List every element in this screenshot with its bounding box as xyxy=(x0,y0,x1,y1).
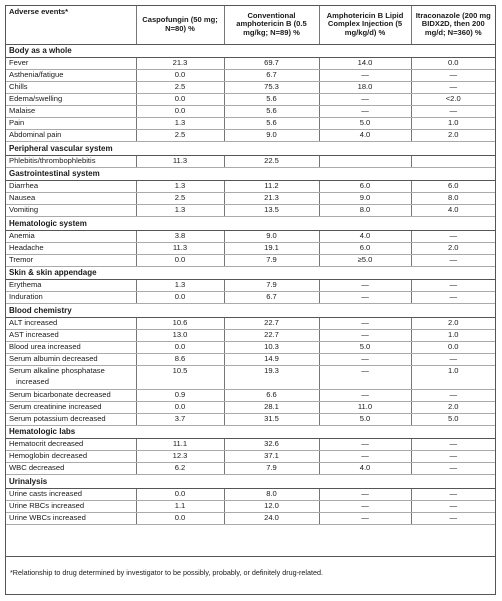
event-name-cell: Headache xyxy=(6,242,136,254)
value-cell: 6.7 xyxy=(224,70,319,82)
section-row xyxy=(6,475,495,489)
value-cell: 0.0 xyxy=(411,58,495,70)
section-title: Hematologic system xyxy=(6,217,495,231)
value-cell: 5.0 xyxy=(411,413,495,425)
value-cell xyxy=(411,155,495,167)
section-title: Hematologic labs xyxy=(6,425,495,439)
value-cell: — xyxy=(319,389,411,401)
section-title: Skin & skin appendage xyxy=(6,266,495,280)
value-cell: 9.0 xyxy=(224,130,319,142)
header-adverse-events: Adverse events* xyxy=(6,6,136,44)
value-cell: 5.6 xyxy=(224,118,319,130)
value-cell: — xyxy=(319,280,411,292)
value-cell: 7.9 xyxy=(224,463,319,475)
header-caspofungin: Caspofungin (50 mg; N=80) % xyxy=(136,6,224,44)
value-cell xyxy=(319,377,411,389)
section-row xyxy=(6,217,495,231)
value-cell: 3.8 xyxy=(136,230,224,242)
value-cell: — xyxy=(411,292,495,304)
value-cell: 1.3 xyxy=(136,280,224,292)
value-cell: 5.6 xyxy=(224,106,319,118)
value-cell: 10.6 xyxy=(136,317,224,329)
value-cell: — xyxy=(411,463,495,475)
section-title: Blood chemistry xyxy=(6,304,495,318)
event-name-cell: Tremor xyxy=(6,254,136,266)
adverse-events-table xyxy=(6,6,495,525)
value-cell xyxy=(411,377,495,389)
value-cell: 8.0 xyxy=(224,488,319,500)
table-row xyxy=(6,130,495,142)
table-row xyxy=(6,58,495,70)
value-cell: 2.5 xyxy=(136,130,224,142)
value-cell: 0.0 xyxy=(136,94,224,106)
value-cell: 0.0 xyxy=(136,488,224,500)
adverse-events-table-panel xyxy=(5,5,496,595)
table-row xyxy=(6,181,495,193)
value-cell: — xyxy=(411,70,495,82)
value-cell: 6.6 xyxy=(224,389,319,401)
table-row xyxy=(6,118,495,130)
value-cell: 1.0 xyxy=(447,365,459,375)
value-cell: — xyxy=(319,329,411,341)
value-cell: 9.0 xyxy=(319,193,411,205)
value-cell: 18.0 xyxy=(319,82,411,94)
value-cell xyxy=(136,377,224,389)
table-row xyxy=(6,317,495,329)
header-amphotericin-b-lipid-complex: Amphotericin B Lipid Complex Injection (5 mg/kg/d) % xyxy=(319,6,411,44)
section-title: Urinalysis xyxy=(6,475,495,489)
event-name-cell: Malaise xyxy=(6,106,136,118)
value-cell: — xyxy=(411,451,495,463)
value-cell: 8.0 xyxy=(319,205,411,217)
value-cell: 13.0 xyxy=(136,329,224,341)
event-name-cell: Urine RBCs increased xyxy=(6,500,136,512)
value-cell: 11.0 xyxy=(319,401,411,413)
value-cell: 6.0 xyxy=(411,181,495,193)
value-cell: 0.0 xyxy=(136,401,224,413)
section-title: Peripheral vascular system xyxy=(6,142,495,156)
table-row xyxy=(6,488,495,500)
value-cell: — xyxy=(411,82,495,94)
value-cell: 4.0 xyxy=(319,130,411,142)
table-row xyxy=(6,106,495,118)
value-cell: 5.0 xyxy=(319,341,411,353)
event-name-cell: Anemia xyxy=(6,230,136,242)
value-cell: 0.0 xyxy=(136,70,224,82)
value-cell: 10.3 xyxy=(224,341,319,353)
value-cell: 11.2 xyxy=(224,181,319,193)
value-cell: 8.6 xyxy=(136,353,224,365)
event-name-cell: Serum creatinine increased xyxy=(6,401,136,413)
event-name-cell: Fever xyxy=(6,58,136,70)
value-cell: — xyxy=(411,488,495,500)
value-cell: 2.5 xyxy=(136,82,224,94)
value-cell: — xyxy=(319,488,411,500)
table-header xyxy=(6,6,495,44)
value-cell: 24.0 xyxy=(224,512,319,524)
value-cell: 10.5 xyxy=(136,365,224,377)
event-name-cell: Diarrhea xyxy=(6,181,136,193)
value-cell: 5.0 xyxy=(319,118,411,130)
section-row xyxy=(6,167,495,181)
table-row xyxy=(6,242,495,254)
table-row xyxy=(6,413,495,425)
value-cell: 7.9 xyxy=(224,254,319,266)
value-cell: 28.1 xyxy=(224,401,319,413)
value-cell: 5.6 xyxy=(224,94,319,106)
table-row xyxy=(6,463,495,475)
event-name-cell: Serum bicarbonate decreased xyxy=(6,389,136,401)
table-row xyxy=(6,292,495,304)
value-cell: 22.7 xyxy=(224,317,319,329)
event-name-cell: Abdominal pain xyxy=(6,130,136,142)
value-cell: — xyxy=(319,70,411,82)
value-cell: 0.0 xyxy=(136,512,224,524)
value-cell: 6.0 xyxy=(319,242,411,254)
event-name-cell: ALT increased xyxy=(6,317,136,329)
value-cell: 19.3 xyxy=(224,365,319,377)
event-name-cell: increased xyxy=(6,377,136,389)
value-cell: 75.3 xyxy=(224,82,319,94)
value-cell: — xyxy=(411,106,495,118)
event-name-cell: Induration xyxy=(6,292,136,304)
event-name-cell: Hemoglobin decreased xyxy=(6,451,136,463)
table-row xyxy=(6,254,495,266)
value-cell: 11.3 xyxy=(136,242,224,254)
value-cell: — xyxy=(411,353,495,365)
table-row xyxy=(6,451,495,463)
section-row xyxy=(6,44,495,58)
section-row xyxy=(6,266,495,280)
value-cell: — xyxy=(319,512,411,524)
value-cell: 11.3 xyxy=(136,155,224,167)
value-cell: — xyxy=(319,292,411,304)
event-name-cell: Urine casts increased xyxy=(6,488,136,500)
value-cell: 1.0 xyxy=(411,118,495,130)
section-title: Body as a whole xyxy=(6,44,495,58)
value-cell: ≥5.0 xyxy=(319,254,411,266)
value-cell: 12.0 xyxy=(224,500,319,512)
value-cell: 7.9 xyxy=(224,280,319,292)
value-cell: 1.1 xyxy=(136,500,224,512)
value-cell: 19.1 xyxy=(224,242,319,254)
header-itraconazole: Itraconazole (200 mg BIDX2D, then 200 mg/d; N=360) % xyxy=(411,6,495,44)
table-row xyxy=(6,341,495,353)
table-row xyxy=(6,193,495,205)
value-cell: — xyxy=(411,389,495,401)
value-cell: — xyxy=(319,353,411,365)
value-cell: 3.7 xyxy=(136,413,224,425)
value-cell: 1.3 xyxy=(136,205,224,217)
value-cell: 5.0 xyxy=(319,413,411,425)
table-row xyxy=(6,329,495,341)
event-name-cell: Pain xyxy=(6,118,136,130)
value-cell: — xyxy=(319,317,411,329)
event-name-cell: Serum potassium decreased xyxy=(6,413,136,425)
event-name-cell: Serum albumin decreased xyxy=(6,353,136,365)
value-cell: 31.5 xyxy=(224,413,319,425)
event-name-cell: Vomiting xyxy=(6,205,136,217)
footnote: *Relationship to drug determined by investigator to be possibly, probably, or definitely drug-related. xyxy=(6,556,495,594)
table-row xyxy=(6,439,495,451)
value-cell: 37.1 xyxy=(224,451,319,463)
value-cell: <2.0 xyxy=(411,94,495,106)
value-cell xyxy=(319,155,411,167)
value-cell: 1.3 xyxy=(136,181,224,193)
value-cell: 2.0 xyxy=(411,401,495,413)
value-cell: — xyxy=(411,230,495,242)
table-row xyxy=(6,401,495,413)
value-cell: 14.0 xyxy=(319,58,411,70)
event-name-cell: WBC decreased xyxy=(6,463,136,475)
value-cell: 0.0 xyxy=(136,106,224,118)
event-name-cell: Chills xyxy=(6,82,136,94)
section-title: Gastrointestinal system xyxy=(6,167,495,181)
section-row xyxy=(6,142,495,156)
value-cell: — xyxy=(319,106,411,118)
table-row xyxy=(6,82,495,94)
table-row xyxy=(6,94,495,106)
value-cell: 0.0 xyxy=(136,292,224,304)
value-cell: 0.0 xyxy=(411,341,495,353)
value-cell: 22.7 xyxy=(224,329,319,341)
table-body xyxy=(6,44,495,524)
value-cell: — xyxy=(319,94,411,106)
table-row xyxy=(6,280,495,292)
value-cell: — xyxy=(411,254,495,266)
value-cell: — xyxy=(319,451,411,463)
value-cell: 2.5 xyxy=(136,193,224,205)
value-cell: 2.0 xyxy=(411,130,495,142)
value-cell: 0.9 xyxy=(136,389,224,401)
value-cell: — xyxy=(411,500,495,512)
value-cell: 0.0 xyxy=(136,341,224,353)
value-cell: 6.7 xyxy=(224,292,319,304)
section-row xyxy=(6,304,495,318)
value-cell: 21.3 xyxy=(136,58,224,70)
value-cell: 14.9 xyxy=(224,353,319,365)
table-row xyxy=(6,205,495,217)
value-cell: 69.7 xyxy=(224,58,319,70)
value-cell: 4.0 xyxy=(319,463,411,475)
table-row xyxy=(6,389,495,401)
value-cell: 2.0 xyxy=(411,317,495,329)
value-cell xyxy=(224,377,319,389)
event-name-cell: Nausea xyxy=(6,193,136,205)
event-name-cell: Edema/swelling xyxy=(6,94,136,106)
value-cell: 13.5 xyxy=(224,205,319,217)
value-cell: — xyxy=(319,439,411,451)
event-name-cell: Urine WBCs increased xyxy=(6,512,136,524)
value-cell: 11.1 xyxy=(136,439,224,451)
table-row xyxy=(6,353,495,365)
value-cell: 4.0 xyxy=(319,230,411,242)
value-cell: — xyxy=(319,365,411,377)
header-conventional-amphotericin-b: Conventional amphotericin B (0.5 mg/kg; N=89) % xyxy=(224,6,319,44)
event-name-cell: Erythema xyxy=(6,280,136,292)
value-cell: 8.0 xyxy=(411,193,495,205)
value-cell: 12.3 xyxy=(136,451,224,463)
table-row xyxy=(6,155,495,167)
value-cell: 22.5 xyxy=(224,155,319,167)
event-name-cell: Asthenia/fatigue xyxy=(6,70,136,82)
value-cell: 0.0 xyxy=(136,254,224,266)
table-row xyxy=(6,512,495,524)
value-cell: 1.3 xyxy=(136,118,224,130)
value-cell: 32.6 xyxy=(224,439,319,451)
value-cell: 9.0 xyxy=(224,230,319,242)
table-row xyxy=(6,70,495,82)
value-cell: 6.0 xyxy=(319,181,411,193)
value-cell: — xyxy=(411,512,495,524)
event-name-cell: Serum alkaline phosphatase xyxy=(6,365,136,377)
value-cell: 6.2 xyxy=(136,463,224,475)
value-cell: 2.0 xyxy=(411,242,495,254)
table-row xyxy=(6,500,495,512)
event-name-cell: Phlebitis/thrombophlebitis xyxy=(6,155,136,167)
value-cell: — xyxy=(319,500,411,512)
section-row xyxy=(6,425,495,439)
event-name-cell: AST increased xyxy=(6,329,136,341)
event-name-cell: Hematocrit decreased xyxy=(6,439,136,451)
value-cell: — xyxy=(411,280,495,292)
value-cell: 21.3 xyxy=(224,193,319,205)
value-cell: 1.0 xyxy=(411,329,495,341)
table-row xyxy=(6,230,495,242)
table-row xyxy=(6,377,495,389)
event-name-cell: Blood urea increased xyxy=(6,341,136,353)
value-cell: — xyxy=(411,439,495,451)
table-row xyxy=(6,365,495,377)
value-cell: 4.0 xyxy=(411,205,495,217)
